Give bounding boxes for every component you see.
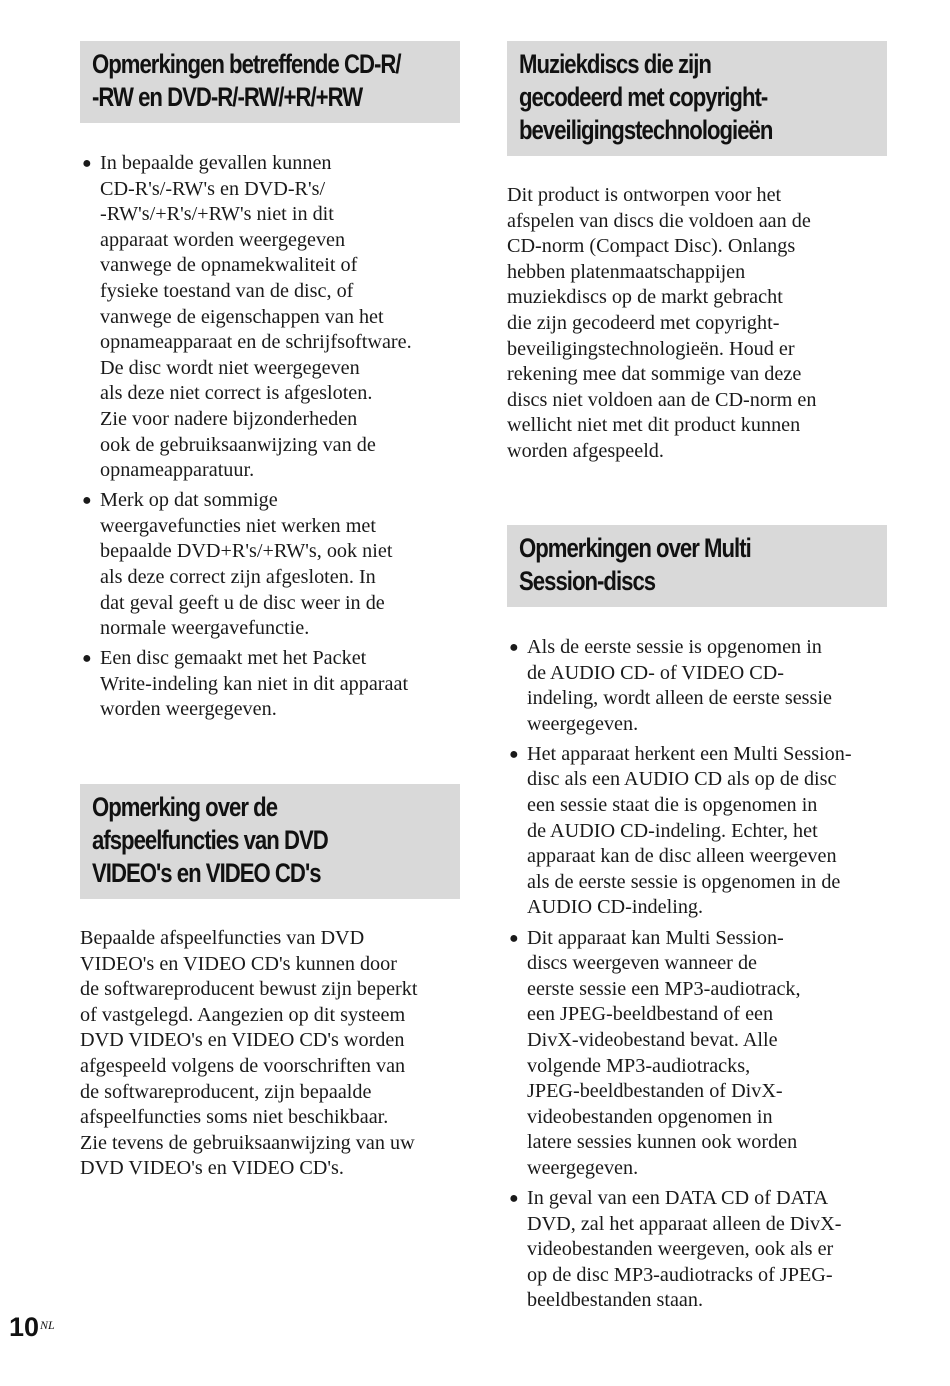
text-line: vanwege de eigenschappen van het [100,305,384,328]
text-line: muziekdiscs op de markt gebracht [507,286,783,309]
text-line: de softwareproducent, zijn bepaalde [80,1080,372,1103]
text-line: afspeelfuncties soms niet beschikbaar. [80,1106,389,1129]
list-item [80,151,460,484]
text-line: discs niet voldoen aan de CD-norm en [507,388,817,411]
bullet-icon: ● [509,1189,519,1207]
list-item [507,742,887,921]
bullet-icon: ● [509,639,519,656]
text-line: eerste sessie een MP3-audiotrack, [527,977,801,1000]
text-line: als deze niet correct is afgesloten. [100,382,373,405]
text-line: de softwareproducent bewust zijn beperkt [80,978,418,1001]
text-line: als de eerste sessie is opgenomen in de [527,870,841,893]
text-line: DVD VIDEO's en VIDEO CD's worden [80,1029,405,1052]
text-line: DivX-videobestand bevat. Alle [527,1028,778,1051]
text-line: Dit product is ontworpen voor het [507,184,782,206]
text-line: opnameapparatuur. [100,459,255,482]
text-line: CD-R's/-RW's en DVD-R's/ [100,177,326,200]
text-line: weergavefuncties niet werken met [100,514,376,537]
list-item [80,646,460,723]
text-line: Write-indeling kan niet in dit apparaat [100,672,409,695]
list-item [507,635,887,737]
list-cd-r-notes [80,151,460,728]
text-line: Merk op dat sommige [100,489,278,512]
text-line: hebben platenmaatschappijen [507,260,746,283]
text-line: of vastgelegd. Aangezien op dit systeem [80,1003,406,1026]
text-line: de AUDIO CD-indeling. Echter, het [527,819,818,842]
language-code: NL [40,1318,55,1332]
text-line: In bepaalde gevallen kunnen [100,152,332,174]
text-line: De disc wordt niet weergegeven [100,356,360,379]
heading-dvd-video-playback: Opmerking over de afspeelfuncties van DVD VIDEO's en VIDEO CD's [80,784,460,899]
text-line: worden weergegeven. [100,698,277,721]
heading-multi-session: Opmerkingen over Multi Session-discs [507,525,887,607]
text-line: AUDIO CD-indeling. [527,896,704,919]
text-line: opnameapparaat en de schrijfsoftware. [100,331,412,354]
text-line: afspelen van discs die voldoen aan de [507,209,811,232]
text-line: een JPEG-beeldbestand of een [527,1003,774,1026]
text-line: apparaat worden weergegeven [100,228,346,251]
text-line: -RW's/+R's/+RW's niet in dit [100,203,334,226]
list-multi-session-notes [507,635,887,1318]
text-line: op de disc MP3-audiotracks of JPEG- [527,1263,833,1286]
bullet-icon: ● [82,155,92,172]
text-line: wellicht niet met dit product kunnen [507,414,801,437]
heading-cd-r-rw: Opmerkingen betreffende CD-R/ -RW en DVD-R/-RW/+R/+RW [80,41,460,123]
text-line: latere sessies kunnen ook worden [527,1131,798,1154]
text-line: weergegeven. [527,712,639,735]
text-line: die zijn gecodeerd met copyright- [507,311,780,334]
text-line: weergegeven. [527,1156,639,1179]
text-line: ook de gebruiksaanwijzing van de [100,433,376,456]
text-line: DVD VIDEO's en VIDEO CD's. [80,1157,344,1180]
text-line: als deze correct zijn afgesloten. In [100,566,376,588]
page-number: $10^{NL}$ [9,1312,55,1342]
text-line: rekening mee dat sommige van deze [507,363,802,386]
text-line: DVD, zal het apparaat alleen de DivX- [527,1212,842,1235]
text-line: vanwege de opnamekwaliteit of [100,254,358,277]
paragraph-copyright-discs [507,183,887,465]
list-item [80,488,460,642]
text-line: videobestanden weergeven, ook als er [527,1238,834,1261]
text-line: VIDEO's en VIDEO CD's kunnen door [80,952,397,975]
text-line: videobestanden opgenomen in [527,1105,773,1128]
text-line: CD-norm (Compact Disc). Onlangs [507,235,796,258]
text-line: apparaat kan de disc alleen weergeven [527,845,837,868]
text-line: Zie voor nadere bijzonderheden [100,407,358,430]
text-line: Een disc gemaakt met het Packet [100,647,367,670]
text-line: discs weergeven wanneer de [527,952,757,975]
text-line: dat geval geeft u de disc weer in de [100,591,385,614]
text-line: Bepaalde afspeelfuncties van DVD [80,927,365,949]
bullet-icon: ● [509,745,519,763]
text-line: Het apparaat herkent een Multi Session- [527,742,852,765]
text-line: JPEG-beeldbestanden of DivX- [527,1080,783,1103]
text-line: afgespeeld volgens de voorschriften van [80,1054,406,1077]
text-line: indeling, wordt alleen de eerste sessie [527,687,832,710]
text-line: de AUDIO CD- of VIDEO CD- [527,661,784,684]
text-line: volgende MP3-audiotracks, [527,1054,751,1077]
list-item [507,1186,887,1314]
text-line: worden afgespeeld. [507,439,664,462]
bullet-icon: ● [82,650,92,668]
text-line: een sessie staat die is opgenomen in [527,794,818,817]
text-line: Als de eerste sessie is opgenomen in [527,636,822,658]
text-line: normale weergavefunctie. [100,617,310,640]
list-item [507,926,887,1182]
bullet-icon: ● [509,929,519,947]
text-line: Zie tevens de gebruiksaanwijzing van uw [80,1131,415,1154]
text-line: fysieke toestand van de disc, of [100,279,354,302]
paragraph-dvd-video-playback [80,926,460,1182]
text-line: In geval van een DATA CD of DATA [527,1186,829,1209]
heading-copyright-discs: Muziekdiscs die zijn gecodeerd met copyright- beveiligingstechnologieën [507,41,887,156]
bullet-icon: ● [82,492,92,510]
text-line: disc als een AUDIO CD als op de disc [527,768,837,791]
text-line: Dit apparaat kan Multi Session- [527,926,784,949]
text-line: bepaalde DVD+R's/+RW's, ook niet [100,540,393,563]
text-line: beeldbestanden staan. [527,1289,704,1312]
text-line: beveiligingstechnologieën. Houd er [507,337,795,360]
